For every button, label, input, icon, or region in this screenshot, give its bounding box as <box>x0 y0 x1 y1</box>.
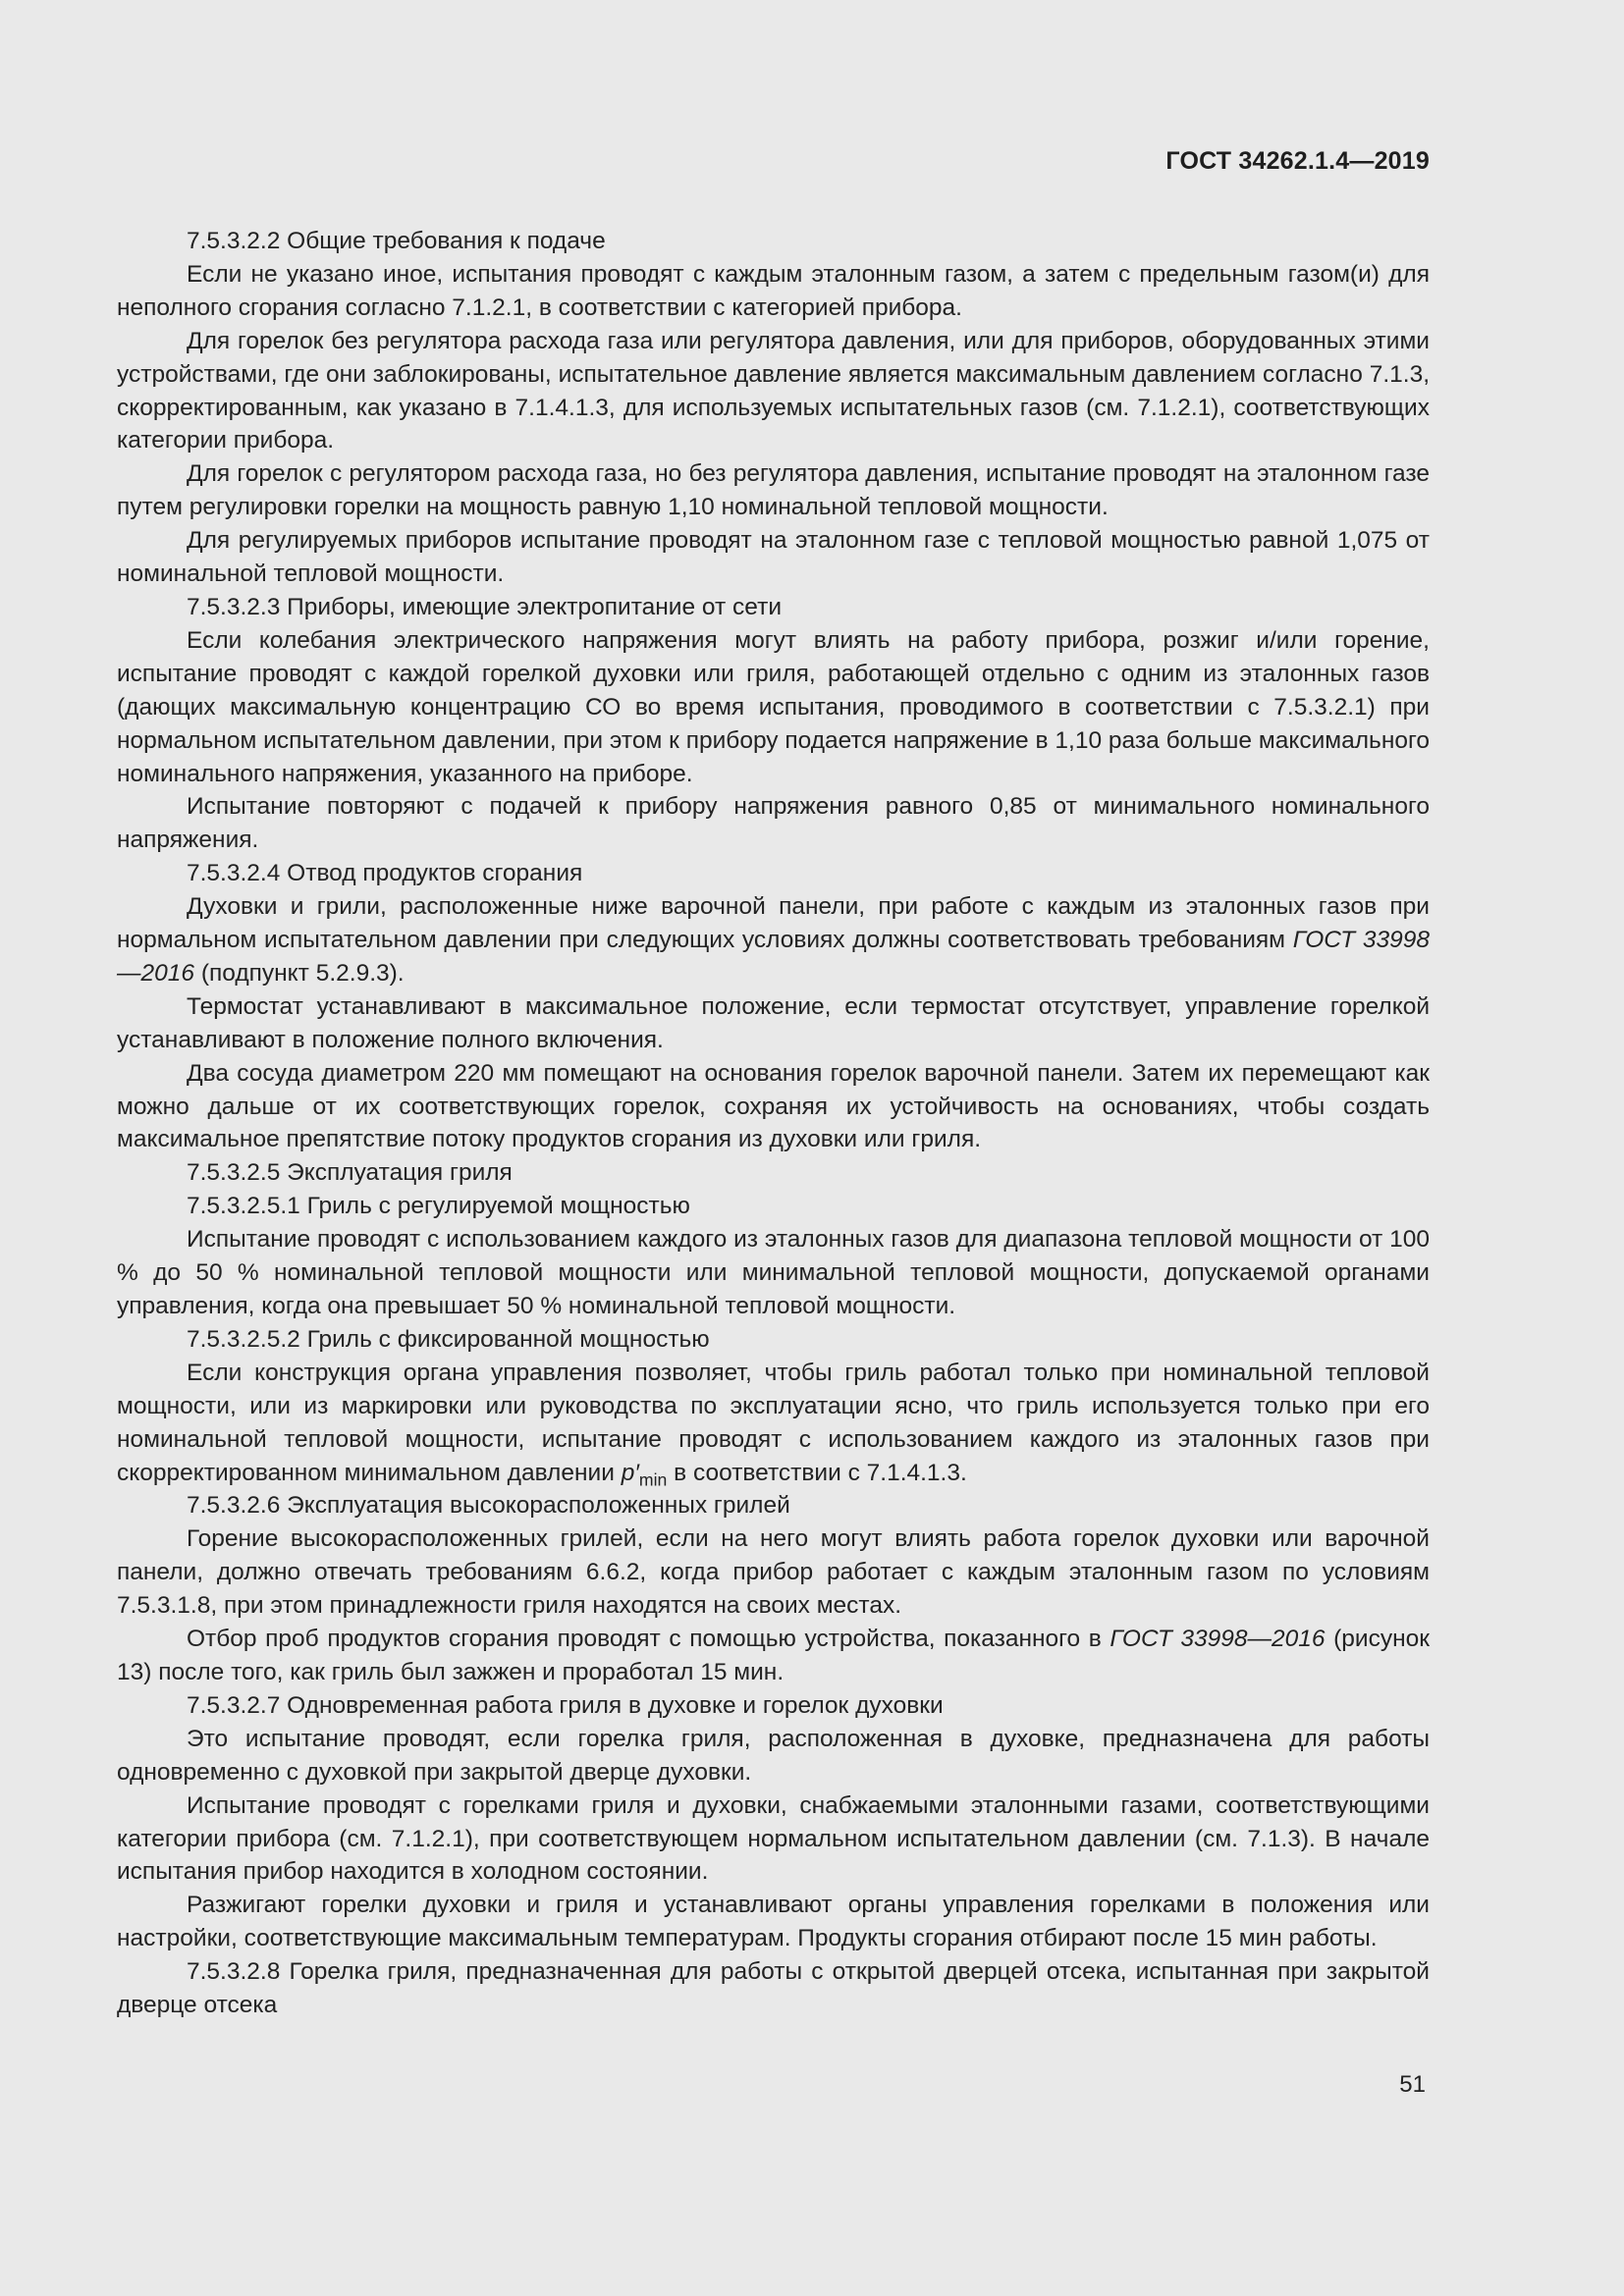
paragraph <box>117 890 1430 990</box>
section-heading: 7.5.3.2.5.1 Гриль с регулируемой мощностью <box>187 1193 690 1220</box>
paragraph: Испытание проводят с использованием каждого из эталонных газов для диапазона тепловой мощности от 100 % до 50 % номинальной тепловой мощности или минимальной тепловой мощности, допускаемой органами управления, когда она превышает 50 % номинальной тепловой мощности. <box>117 1226 1430 1319</box>
paragraph: Термостат устанавливают в максимальное положение, если термостат отсутствует, управление горелкой устанавливают в положение полного включения. <box>117 992 1430 1053</box>
paragraph: Для горелок без регулятора расхода газа или регулятора давления, или для приборов, оборудованных этими устройствами, где они заблокированы, испытательное давление является максимальным давлением согласно 7.1.3, скорректированным, как указано в 7.1.4.1.3, для используемых испытательных газов (см. 7.1.2.1), соответствующих категории прибора. <box>117 327 1430 454</box>
section-heading: 7.5.3.2.8 Горелка гриля, предназначенная для работы с открытой дверцей отсека, испытанная при закрытой дверце отсека <box>117 1958 1430 2019</box>
section-heading: 7.5.3.2.5 Эксплуатация гриля <box>187 1159 513 1187</box>
paragraph: Если не указано иное, испытания проводят с каждым эталонным газом, а затем с предельным газом(и) для неполного сгорания согласно 7.1.2.1, в соответствии с категорией прибора. <box>117 260 1430 321</box>
paragraph: Испытание повторяют с подачей к прибору напряжения равного 0,85 от минимального номинального напряжения. <box>117 793 1430 854</box>
standard-code-header: ГОСТ 34262.1.4—2019 <box>1165 147 1430 175</box>
paragraph: Горение высокорасположенных грилей, если на него могут влиять работа горелок духовки или варочной панели, должно отвечать требованиям 6.6.2, когда прибор работает с каждым эталонным газом по условиям 7.5.3.1.8, при этом принадлежности гриля находятся на своих местах. <box>117 1525 1430 1620</box>
paragraph-text: (подпункт 5.2.9.3). <box>194 959 405 987</box>
paragraph <box>117 1623 1430 1689</box>
paragraph-text: в соответствии с 7.1.4.1.3. <box>667 1459 967 1486</box>
paragraph: Испытание проводят с горелками гриля и духовки, снабжаемыми эталонными газами, соответствующими категории прибора (см. 7.1.2.1), при соответствующем нормальном испытательном давлении (см. 7.1.3). В начале испытания прибор находится в холодном состоянии. <box>117 1791 1430 1886</box>
page-number: 51 <box>1399 2071 1426 2098</box>
paragraph: Если колебания электрического напряжения могут влиять на работу прибора, розжиг и/или горение, испытание проводят с каждой горелкой духовки или гриля, работающей отдельно с одним из эталонных газов (дающих максимальную концентрацию СО во время испытания, проводимого в соответствии с 7.5.3.2.1) при нормальном испытательном давлении, при этом к прибору подается напряжение в 1,10 раза больше максимального номинального напряжения, указанного на приборе. <box>117 626 1430 787</box>
paragraph: Для регулируемых приборов испытание проводят на эталонном газе с тепловой мощностью равной 1,075 от номинальной тепловой мощности. <box>117 527 1430 588</box>
standard-reference: ГОСТ 33998—2016 <box>117 927 1430 987</box>
paragraph: Два сосуда диаметром 220 мм помещают на основания горелок варочной панели. Затем их перемещают как можно дальше от их соответствующих горелок, сохраняя их устойчивость на основаниях, чтобы создать максимальное препятствие потоку продуктов сгорания из духовки или гриля. <box>117 1059 1430 1153</box>
section-heading: 7.5.3.2.2 Общие требования к подаче <box>187 228 606 254</box>
section-heading: 7.5.3.2.4 Отвод продуктов сгорания <box>187 860 583 887</box>
document-body <box>117 225 1430 2022</box>
standard-reference: ГОСТ 33998—2016 <box>1110 1626 1326 1653</box>
section-heading: 7.5.3.2.7 Одновременная работа гриля в духовке и горелок духовки <box>187 1691 944 1719</box>
paragraph: Разжигают горелки духовки и гриля и устанавливают органы управления горелками в положения или настройки, соответствующие максимальным температурам. Продукты сгорания отбирают после 15 мин работы. <box>117 1892 1430 1952</box>
paragraph: Это испытание проводят, если горелка гриля, расположенная в духовке, предназначена для работы одновременно с духовкой при закрытой дверце духовки. <box>117 1725 1430 1786</box>
section-heading: 7.5.3.2.3 Приборы, имеющие электропитание от сети <box>187 593 783 620</box>
section-heading: 7.5.3.2.5.2 Гриль с фиксированной мощностью <box>187 1325 710 1353</box>
paragraph-text: Духовки и грили, расположенные ниже варочной панели, при работе с каждым из эталонных газов при нормальном испытательном давлении при следующих условиях должны соответствовать требованиям <box>117 893 1430 954</box>
paragraph-text: Отбор проб продуктов сгорания проводят с помощью устройства, показанного в <box>187 1626 1110 1653</box>
section-heading: 7.5.3.2.6 Эксплуатация высокорасположенных грилей <box>187 1492 790 1520</box>
paragraph <box>117 1357 1430 1490</box>
pressure-subscript: min <box>638 1468 668 1489</box>
paragraph-text: Если конструкция органа управления позволяет, чтобы гриль работал только при номинальной тепловой мощности, или из маркировки или руководства по эксплуатации ясно, что гриль используется только при его номинальной тепловой мощности, испытание проводят с использованием каждого из эталонных газов при скорректированном минимальном давлении <box>117 1359 1430 1486</box>
pressure-symbol: p′ <box>621 1459 639 1486</box>
paragraph-text: (рисунок 13) после того, как гриль был зажжен и проработал 15 мин. <box>117 1626 1430 1685</box>
paragraph: Для горелок с регулятором расхода газа, но без регулятора давления, испытание проводят на эталонном газе путем регулировки горелки на мощность равную 1,10 номинальной тепловой мощности. <box>117 460 1430 521</box>
